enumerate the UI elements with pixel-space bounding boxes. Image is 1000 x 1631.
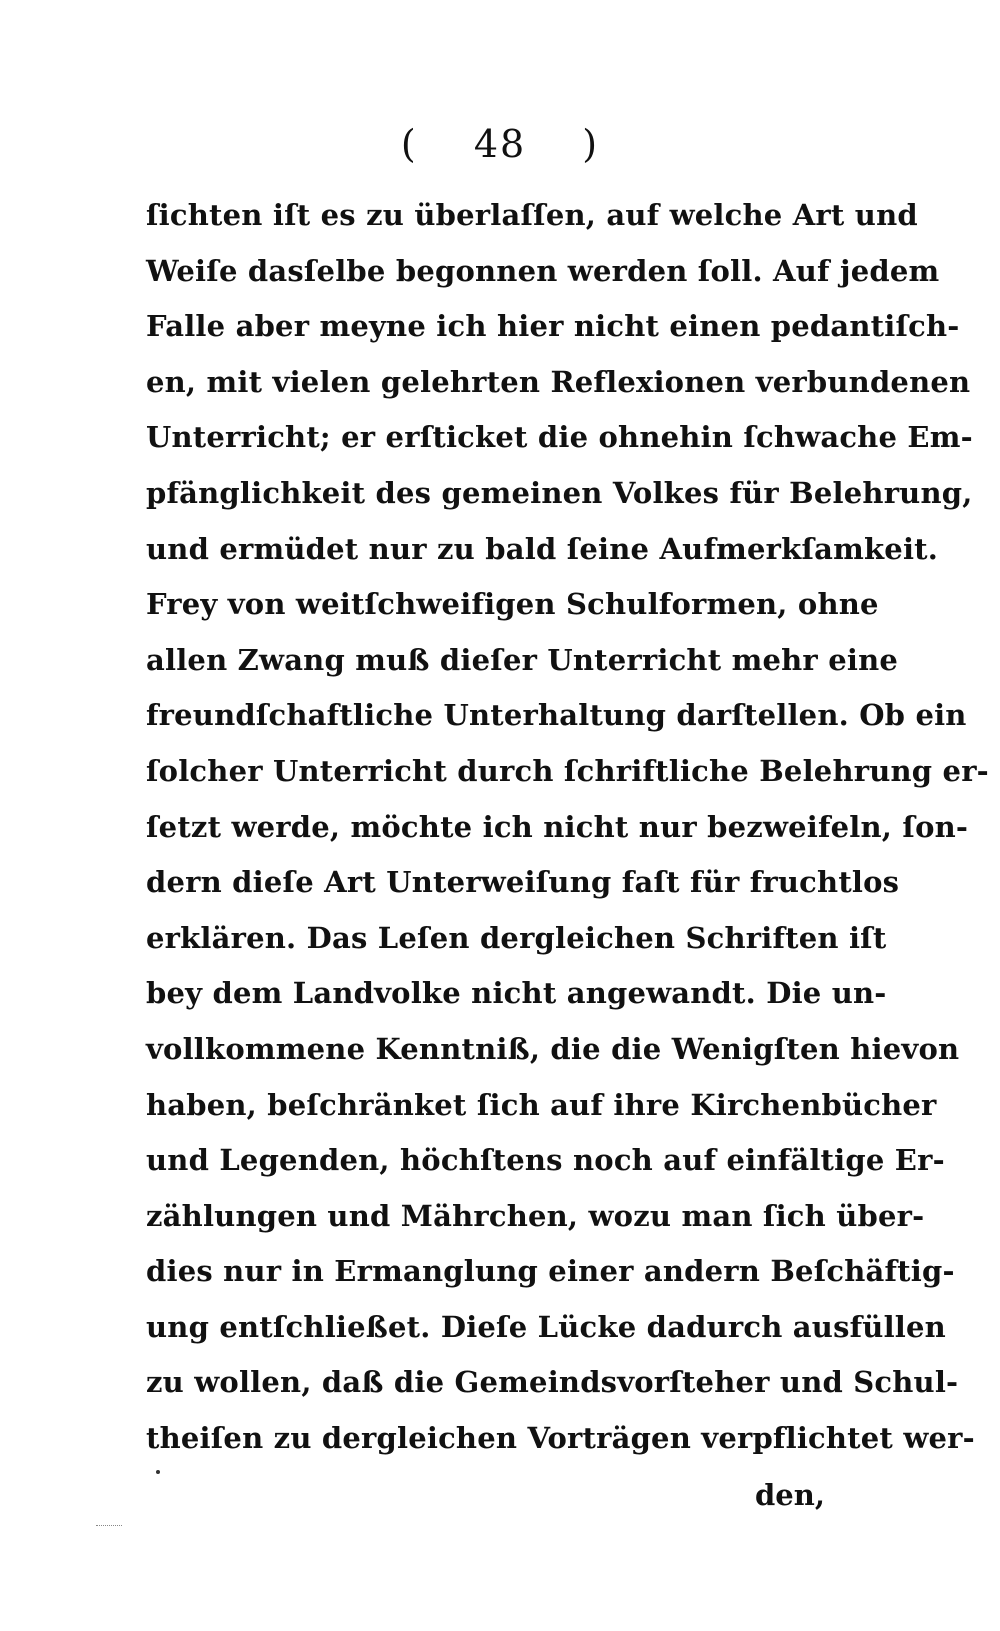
left-parenthesis: (: [400, 122, 418, 166]
text-line: Falle aber meyne ich hier nicht einen pedantiſch-: [146, 309, 960, 344]
text-line: dern dieſe Art Unterweiſung faſt für fruchtlos: [146, 865, 900, 900]
right-parenthesis: ): [582, 122, 600, 166]
text-line: ſichten iſt es zu überlaſſen, auf welche Art und: [146, 198, 918, 232]
text-line: dies nur in Ermanglung einer andern Beſchäftig-: [146, 1254, 955, 1289]
text-line: ſolcher Unterricht durch ſchriftliche Belehrung er-: [146, 753, 989, 788]
text-line: allen Zwang muß dieſer Unterricht mehr eine: [146, 642, 899, 677]
text-line: vollkommene Kenntniß, die die Wenigſten hievon: [146, 1031, 960, 1066]
text-line: bey dem Landvolke nicht angewandt. Die un-: [146, 976, 887, 1011]
text-line: erklären. Das Leſen dergleichen Schriften iſt: [146, 920, 887, 955]
text-line: zählungen und Mährchen, wozu man ſich über-: [146, 1198, 925, 1233]
text-line: zu wollen, daß die Gemeindsvorſteher und Schul-: [146, 1365, 959, 1400]
text-line: Weiſe dasſelbe begonnen werden ſoll. Auf jedem: [146, 253, 940, 288]
text-line: und Legenden, höchſtens noch auf einfältige Er-: [146, 1143, 945, 1178]
text-line: freundſchaftliche Unterhaltung darſtellen. Ob ein: [146, 698, 967, 733]
text-line: Unterricht; er erſticket die ohnehin ſchwache Em-: [146, 420, 973, 455]
text-line: en, mit vielen gelehrten Reflexionen verbundenen: [146, 364, 971, 399]
page-header: [0, 122, 1000, 166]
margin-marks: [96, 1525, 122, 1530]
text-line: ſetzt werde, möchte ich nicht nur bezweifeln, ſon-: [146, 809, 969, 844]
text-line: haben, beſchränket ſich auf ihre Kirchenbücher: [146, 1087, 937, 1122]
text-line: Frey von weitſchweifigen Schulformen, ohne: [146, 587, 879, 622]
text-line: pfänglichkeit des gemeinen Volkes für Belehrung,: [146, 475, 973, 510]
page-number: 48: [473, 122, 527, 166]
text-line: ung entſchließet. Dieſe Lücke dadurch ausfüllen: [146, 1309, 946, 1344]
catchword: den,: [755, 1478, 825, 1512]
text-line: und ermüdet nur zu bald ſeine Aufmerkſamkeit.: [146, 531, 939, 566]
body-text: [146, 188, 989, 1467]
ink-speck: [156, 1470, 160, 1474]
text-line: theiſen zu dergleichen Vorträgen verpflichtet wer-: [146, 1421, 975, 1456]
